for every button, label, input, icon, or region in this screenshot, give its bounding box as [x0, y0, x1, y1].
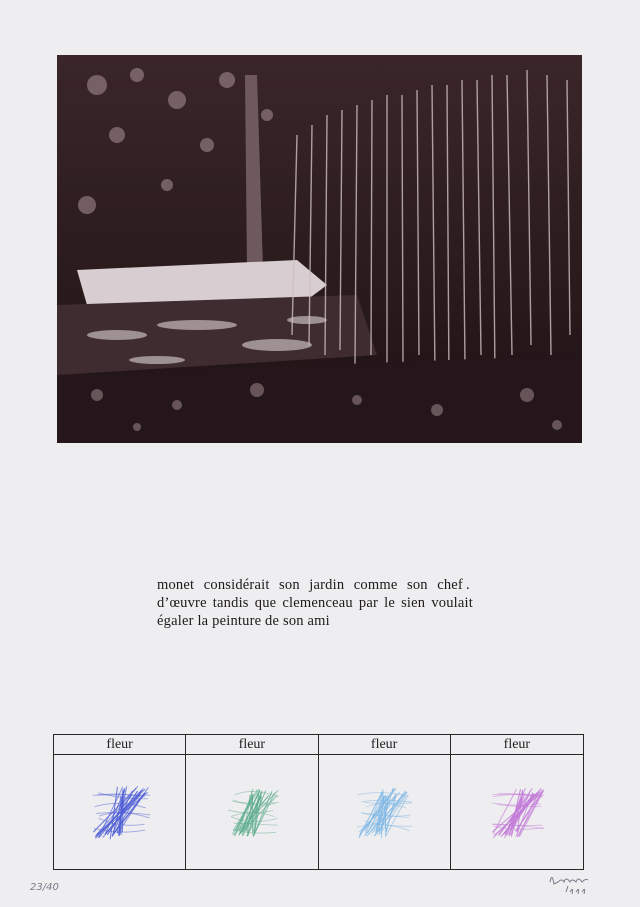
blue-scribble	[87, 782, 153, 842]
fleur-cell-2	[186, 755, 318, 869]
artist-signature	[546, 870, 596, 900]
garden-photograph	[57, 55, 582, 443]
fleur-label-2: fleur	[186, 735, 318, 755]
green-scribble	[222, 784, 282, 840]
edition-number: 23/40	[30, 882, 59, 893]
garden-photo-image	[57, 55, 582, 443]
light-blue-scribble	[353, 783, 415, 841]
fleur-grid	[53, 734, 584, 870]
violet-scribble	[486, 782, 548, 842]
fleur-cell-1	[54, 755, 186, 869]
fleur-label-4: fleur	[451, 735, 583, 755]
fleur-label-3: fleur	[319, 735, 451, 755]
poem-caption: monet considérait son jardin comme son chef . d’œuvre tandis que clemenceau par le sien voulait égaler la peinture de son ami	[157, 577, 473, 629]
fleur-cell-4	[451, 755, 583, 869]
fleur-cell-3	[319, 755, 451, 869]
fleur-label-1: fleur	[54, 735, 186, 755]
signature-mark	[546, 870, 596, 900]
